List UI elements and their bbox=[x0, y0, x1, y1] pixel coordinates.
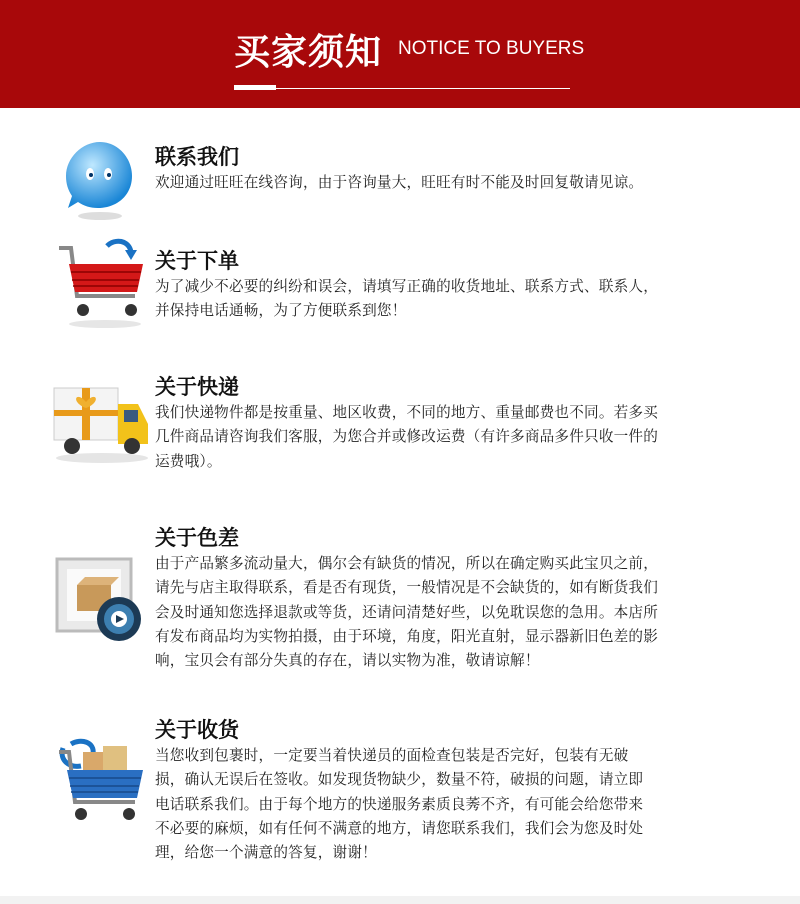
section-line: 运费哦）。 bbox=[155, 452, 222, 470]
wangwang-chat-icon bbox=[60, 136, 140, 222]
section-receiving bbox=[155, 716, 775, 865]
section-line: 由于产品繁多流动量大，偶尔会有缺货的情况，所以在确定购买此宝贝之前， bbox=[155, 555, 658, 572]
header-title-cn: 买家须知 bbox=[234, 32, 383, 73]
notice-header bbox=[0, 0, 800, 108]
section-title: 联系我们 bbox=[155, 145, 239, 169]
delivery-truck-icon bbox=[52, 380, 152, 464]
header-divider bbox=[276, 88, 570, 89]
section-line: 当您收到包裹时，一定要当着快递员的面检查包装是否完好，包装有无破 bbox=[155, 747, 629, 764]
section-title: 关于下单 bbox=[155, 249, 239, 273]
photo-color-icon bbox=[55, 557, 147, 647]
section-line: 损，确认无误后在签收。如发现货物缺少，数量不符，破损的问题，请立即 bbox=[155, 771, 644, 789]
section-line: 为了减少不必要的纠纷和误会，请填写正确的收货地址、联系方式、联系人， bbox=[155, 278, 658, 295]
section-line: 我们快递物件都是按重量、地区收费，不同的地方、重量邮费也不同。若多买 bbox=[155, 404, 658, 421]
section-color-difference bbox=[155, 524, 775, 673]
section-shipping bbox=[155, 373, 775, 474]
section-line: 欢迎通过旺旺在线咨询，由于咨询量大，旺旺有时不能及时回复敬请见谅。 bbox=[155, 174, 644, 191]
section-line: 请先与店主取得联系，看是否有现货，一般情况是不会缺货的，如有断货我们 bbox=[155, 579, 658, 597]
section-line: 响，宝贝会有部分失真的存在，请以实物为准，敬请谅解！ bbox=[155, 652, 540, 670]
section-line: 电话联系我们。由于每个地方的快递服务素质良莠不齐，有可能会给您带来 bbox=[155, 795, 644, 813]
section-contact-us bbox=[155, 143, 775, 195]
bottom-divider bbox=[0, 896, 800, 904]
section-line: 不必要的麻烦，如有任何不满意的地方，请您联系我们，我们会为您及时处 bbox=[155, 819, 644, 837]
section-ordering bbox=[155, 247, 775, 324]
section-title: 关于色差 bbox=[155, 526, 239, 550]
receive-goods-cart-icon bbox=[55, 738, 147, 828]
section-line: 有发布商品均为实物拍摄，由于环境，角度，阳光直射，显示器新旧色差的影 bbox=[155, 627, 658, 645]
header-accent-bar bbox=[234, 85, 276, 90]
shopping-cart-icon bbox=[55, 236, 147, 332]
section-line: 会及时通知您选择退款或等货，还请问清楚好些，以免耽误您的急用。本店所 bbox=[155, 603, 658, 621]
section-line: 并保持电话通畅，为了方便联系到您！ bbox=[155, 302, 407, 320]
header-title-en: NOTICE TO BUYERS bbox=[398, 38, 585, 59]
section-line: 几件商品请咨询我们客服，为您合并或修改运费（有许多商品多件只收一件的 bbox=[155, 428, 658, 446]
section-title: 关于快递 bbox=[155, 375, 239, 399]
section-line: 理，给您一个满意的答复，谢谢！ bbox=[155, 844, 377, 862]
section-title: 关于收货 bbox=[155, 718, 239, 742]
